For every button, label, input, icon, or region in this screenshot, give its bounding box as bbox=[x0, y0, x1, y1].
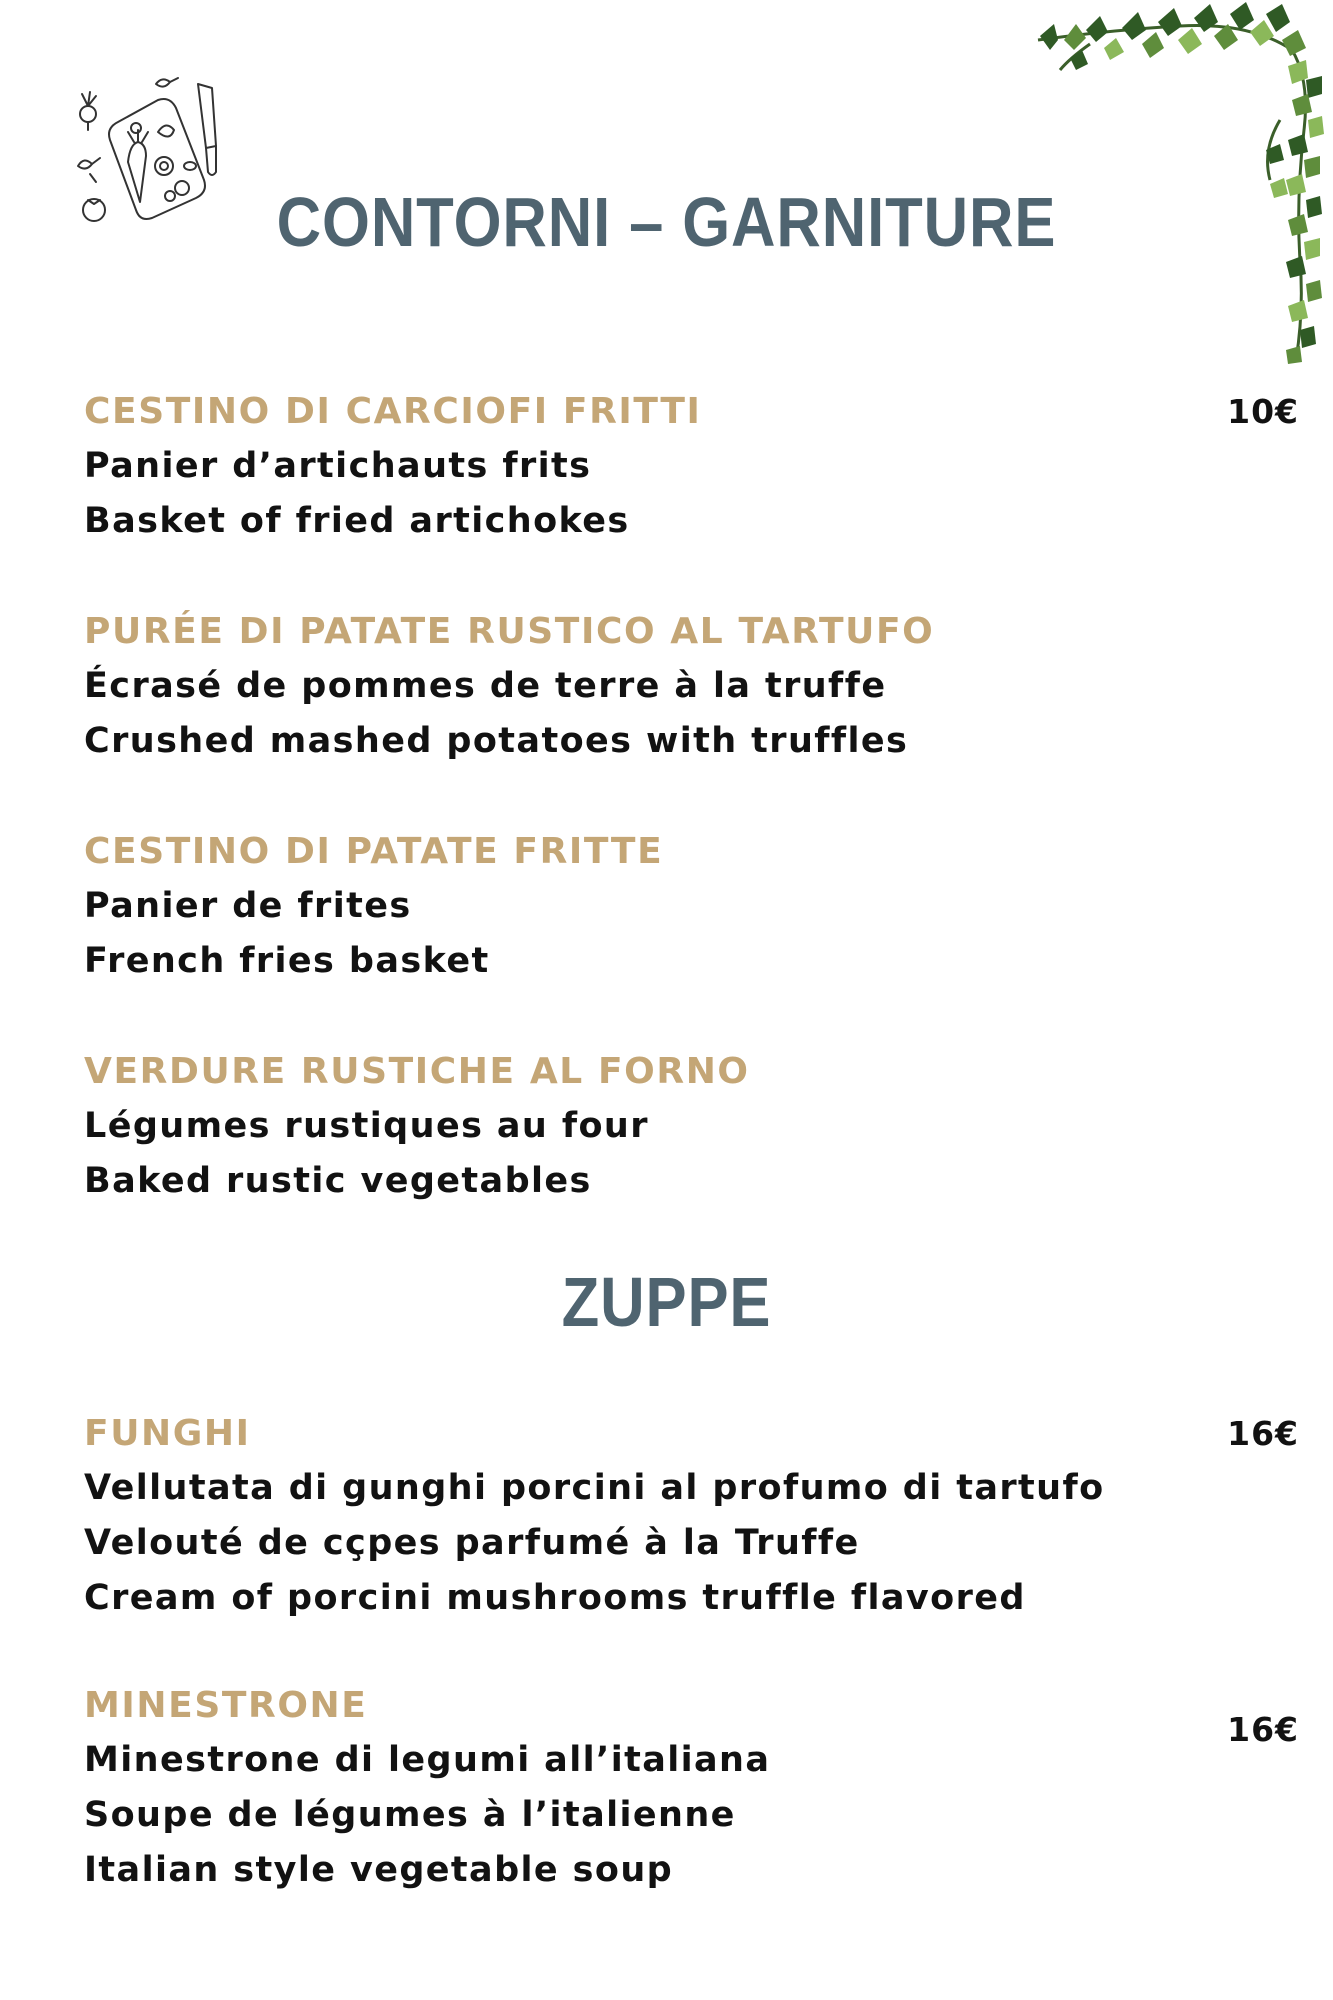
item-desc-en: Italian style vegetable soup bbox=[84, 1850, 674, 1890]
item-price: 10€ bbox=[1227, 392, 1299, 431]
item-name: PURÉE DI PATATE RUSTICO AL TARTUFO bbox=[84, 611, 935, 652]
item-name: FUNGHI bbox=[84, 1413, 251, 1454]
item-desc-en: Cream of porcini mushrooms truffle flavored bbox=[84, 1578, 1026, 1618]
item-desc-fr: Soupe de légumes à l’italienne bbox=[84, 1795, 736, 1835]
item-price: 16€ bbox=[1227, 1710, 1299, 1749]
item-desc-fr: Panier de frites bbox=[84, 886, 412, 926]
item-desc-en: French fries basket bbox=[84, 941, 490, 981]
item-desc-en: Baked rustic vegetables bbox=[84, 1161, 592, 1201]
item-desc-fr: Légumes rustiques au four bbox=[84, 1106, 649, 1146]
menu-item-minestrone bbox=[84, 1678, 770, 1898]
item-desc-fr: Écrasé de pommes de terre à la truffe bbox=[84, 666, 887, 706]
item-name: CESTINO DI CARCIOFI FRITTI bbox=[84, 391, 702, 432]
section-title-zuppe: ZUPPE bbox=[561, 1263, 772, 1341]
menu-item-verdure bbox=[84, 1044, 750, 1209]
item-desc-fr: Panier d’artichauts frits bbox=[84, 446, 592, 486]
item-desc-en: Crushed mashed potatoes with truffles bbox=[84, 721, 909, 761]
item-desc-it: Minestrone di legumi all’italiana bbox=[84, 1740, 771, 1780]
menu-item-funghi bbox=[84, 1406, 1105, 1626]
item-price: 16€ bbox=[1227, 1414, 1299, 1453]
item-desc-it: Vellutata di gunghi porcini al profumo di tartufo bbox=[84, 1468, 1105, 1508]
item-desc-fr: Velouté de cçpes parfumé à la Truffe bbox=[84, 1523, 860, 1563]
item-name: MINESTRONE bbox=[84, 1685, 368, 1726]
menu-item-carciofi bbox=[84, 384, 702, 549]
section-title-contorni: CONTORNI – GARNITURE bbox=[276, 183, 1057, 261]
menu-item-puree bbox=[84, 604, 934, 769]
menu-item-patate-fritte bbox=[84, 824, 663, 989]
item-desc-en: Basket of fried artichokes bbox=[84, 501, 630, 541]
item-name: VERDURE RUSTICHE AL FORNO bbox=[84, 1051, 750, 1092]
item-name: CESTINO DI PATATE FRITTE bbox=[84, 831, 664, 872]
